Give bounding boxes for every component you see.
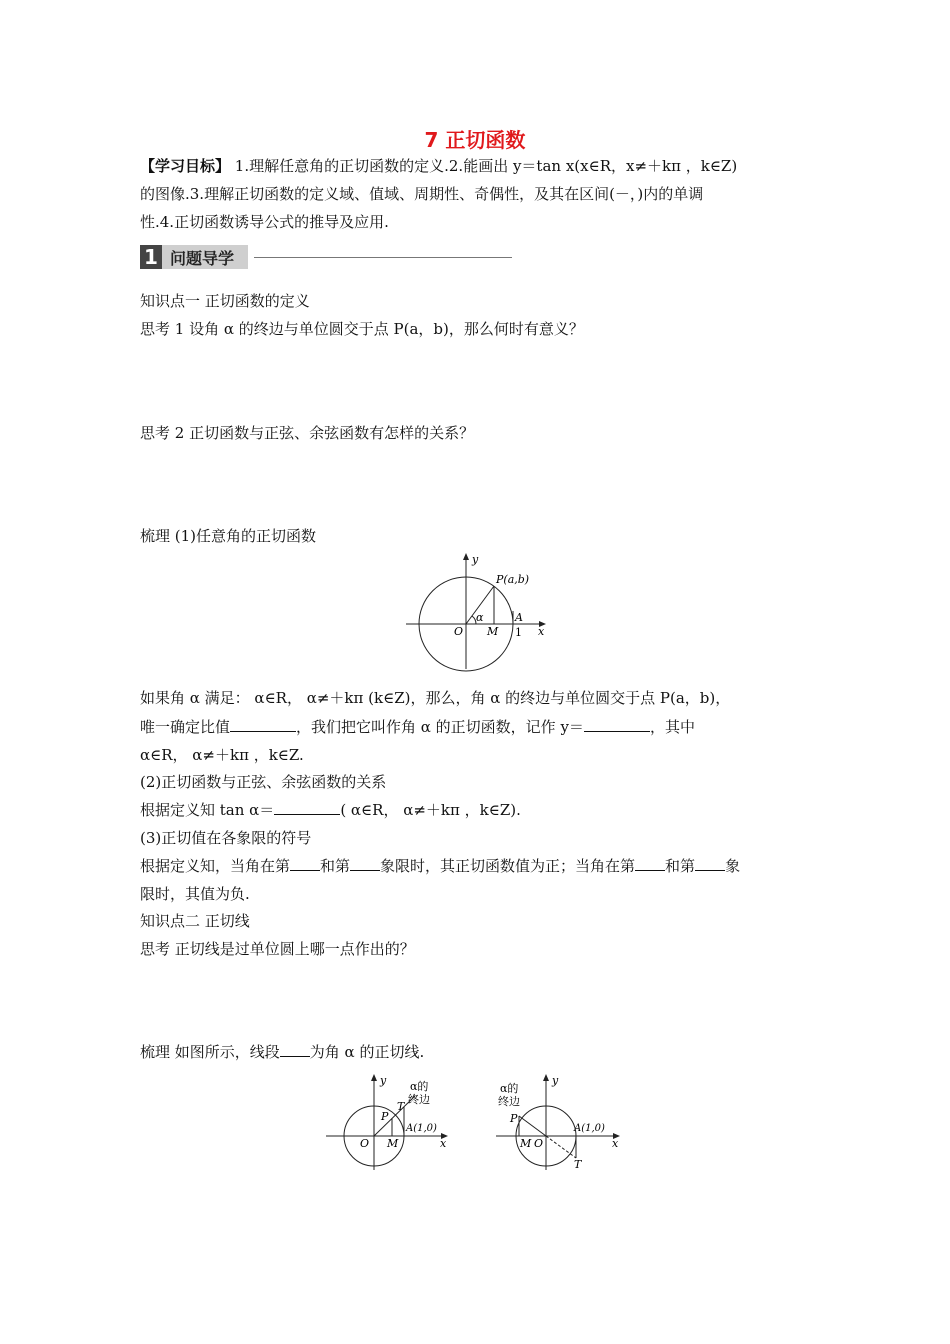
kp2-summary [140, 1042, 424, 1062]
fig2-terminal-label: 终边 [408, 1093, 430, 1106]
kp1-p2a: 唯一确定比值 [140, 718, 231, 736]
fig3-t-label: T [574, 1158, 582, 1171]
fig2-p-label: P [381, 1110, 389, 1123]
kp1-p5 [140, 800, 521, 820]
kp2-think: 思考 正切线是过单位圆上哪一点作出的？ [140, 940, 415, 958]
blank-quadrant-4[interactable] [695, 856, 725, 871]
section-header [140, 245, 512, 269]
kp1-think2: 思考 2 正切函数与正弦、余弦函数有怎样的关系？ [140, 424, 475, 442]
blank-ratio[interactable] [230, 717, 296, 732]
kp1-p2c: ，其中 [649, 718, 695, 736]
tangent-line-figure-left [322, 1070, 454, 1174]
fig3-alpha-label: α的 [500, 1082, 519, 1095]
fig1-p-label: P(a,b) [496, 573, 530, 586]
objectives-label: 【学习目标】 [140, 157, 231, 175]
kp2-heading: 知识点二 正切线 [140, 912, 250, 930]
fig2-y-label: y [380, 1074, 387, 1087]
objectives-text-1: 1.理解任意角的正切函数的定义.2.能画出 y＝tan x(x∈R，x≠＋kπ ，k∈Z) [234, 157, 738, 175]
fig1-a-label: A [515, 611, 523, 624]
fig3-terminal-label: 终边 [498, 1095, 520, 1108]
fig1-y-label: y [472, 553, 479, 566]
fig3-y-label: y [552, 1074, 559, 1087]
kp1-p7e: 象 [725, 857, 741, 875]
fig1-one-label: 1 [515, 626, 522, 639]
section-divider [254, 257, 512, 258]
blank-quadrant-2[interactable] [350, 856, 380, 871]
section-label: 问题导学 [162, 245, 248, 269]
fig2-a-label: A(1,0) [406, 1123, 437, 1134]
kp1-p1: 如果角 α 满足： α∈R， α≠＋kπ (k∈Z)，那么，角 α 的终边与单位圆交于点 P(a，b)， [140, 689, 731, 707]
fig1-x-label: x [538, 625, 545, 638]
kp1-p6: (3)正切值在各象限的符号 [140, 829, 312, 847]
fig2-x-label: x [440, 1137, 447, 1150]
kp1-p7c: 象限时，其正切函数值为正；当角在第 [380, 857, 636, 875]
kp1-p7a: 根据定义知，当角在第 [140, 857, 291, 875]
objectives-line-2: 的图像.3.理解正切函数的定义域、值域、周期性、奇偶性，及其在区间(－，)内的单调 [140, 185, 704, 203]
fig1-o-label: O [454, 625, 464, 638]
fig2-m-label: M [387, 1137, 399, 1150]
blank-function[interactable] [584, 717, 650, 732]
fig1-m-label: M [487, 625, 499, 638]
kp1-p3: α∈R， α≠＋kπ ，k∈Z. [140, 746, 304, 764]
blank-tangent-segment[interactable] [280, 1042, 310, 1057]
kp1-p4: (2)正切函数与正弦、余弦函数的关系 [140, 773, 387, 791]
kp1-p7 [140, 856, 740, 876]
kp1-p5a: 根据定义知 tan α＝ [140, 801, 275, 819]
blank-quadrant-1[interactable] [290, 856, 320, 871]
fig2-o-label: O [360, 1137, 370, 1150]
objectives-line-3: 性.4.正切函数诱导公式的推导及应用. [140, 213, 389, 231]
objectives-line-1 [140, 156, 737, 176]
fig3-p-label: P [510, 1112, 518, 1125]
fig3-a-label: A(1,0) [574, 1123, 605, 1134]
section-number: 1 [140, 245, 162, 269]
kp2-summary-b: 为角 α 的正切线. [309, 1043, 425, 1061]
fig3-m-label: M [520, 1137, 532, 1150]
kp2-summary-a: 梳理 如图所示，线段 [140, 1043, 280, 1061]
kp1-heading: 知识点一 正切函数的定义 [140, 292, 310, 310]
blank-tan-relation[interactable] [274, 800, 340, 815]
fig2-t-label: T [397, 1100, 405, 1113]
kp1-p2 [140, 717, 695, 737]
kp1-p8: 限时，其值为负. [140, 885, 250, 903]
blank-quadrant-3[interactable] [635, 856, 665, 871]
tangent-line-figure-right [490, 1070, 626, 1174]
fig2-alpha-label: α的 [410, 1080, 429, 1093]
fig3-o-label: O [534, 1137, 544, 1150]
fig1-alpha-label: α [476, 611, 484, 624]
kp1-p7d: 和第 [665, 857, 696, 875]
kp1-p7b: 和第 [320, 857, 351, 875]
kp1-p2b: ，我们把它叫作角 α 的正切函数，记作 y＝ [296, 718, 584, 736]
fig3-x-label: x [612, 1137, 619, 1150]
kp1-p5b: ( α∈R， α≠＋kπ ，k∈Z). [340, 801, 521, 819]
kp1-summary: 梳理 (1)任意角的正切函数 [140, 527, 317, 545]
kp1-think1: 思考 1 设角 α 的终边与单位圆交于点 P(a，b)，那么何时有意义？ [140, 320, 584, 338]
unit-circle-figure-1 [400, 549, 550, 675]
page-title: 7 正切函数 [424, 128, 526, 152]
